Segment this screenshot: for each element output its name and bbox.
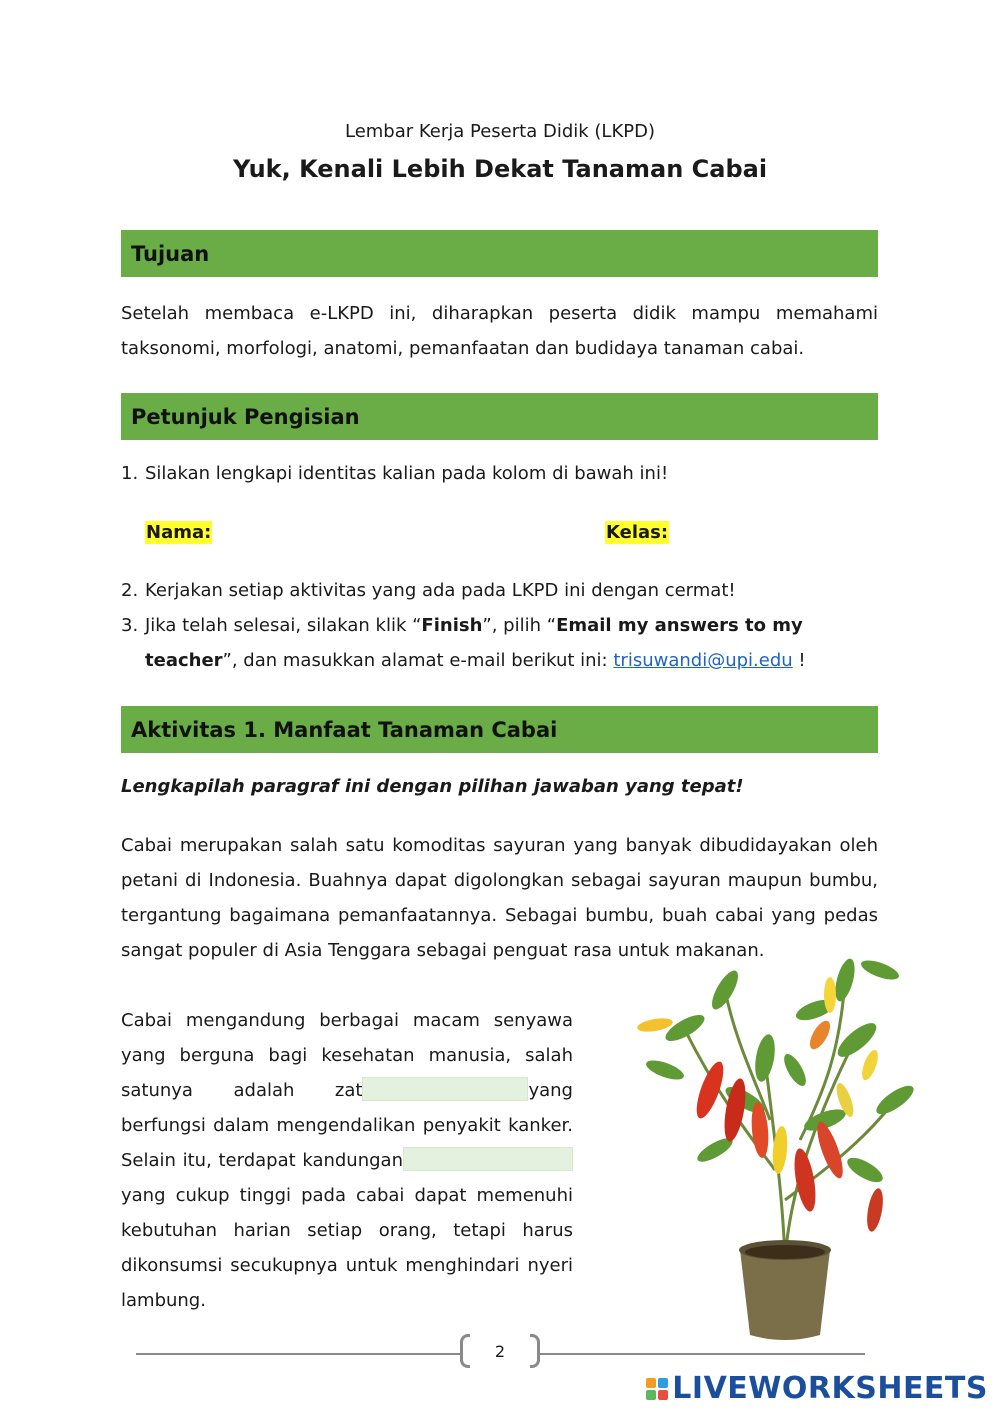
name-field-label [145, 515, 212, 550]
instruction-text: ”, dan masukkan alamat e-mail berikut ini: [222, 650, 614, 671]
finish-keyword: Finish [421, 615, 483, 636]
list-number: 1. [121, 463, 139, 484]
list-number: 3. [121, 615, 139, 636]
instruction-item-1 [121, 456, 668, 491]
paragraph-text: yang berfungsi dalam mengendalikan penyakit kanker. Selain itu, terdapat kandungan [121, 1080, 573, 1171]
footer-divider-right [540, 1353, 865, 1355]
instruction-text: ! [792, 650, 806, 671]
page-number: 2 [494, 1342, 506, 1361]
answer-blank-2[interactable] [403, 1147, 573, 1171]
worksheet-subtitle: Lembar Kerja Peserta Didik (LKPD) [344, 121, 655, 142]
worksheet-title: Yuk, Kenali Lebih Dekat Tanaman Cabai [232, 155, 768, 183]
brand-name: LIVEWORKSHEETS [672, 1371, 988, 1406]
answer-blank-1[interactable] [362, 1077, 528, 1101]
kelas-label: Kelas: [606, 522, 669, 543]
list-number: 2. [121, 580, 139, 601]
email-keyword: Email my answers to my [556, 615, 803, 636]
instruction-text: ”, pilih “ [482, 615, 557, 636]
instruction-text: Silakan lengkapi identitas kalian pada kolom di bawah ini! [145, 463, 669, 484]
activity-instruction: Lengkapilah paragraf ini dengan pilihan jawaban yang tepat! [121, 776, 744, 797]
class-field-label [605, 515, 669, 550]
section-heading-label: Petunjuk Pengisian [131, 404, 360, 429]
teacher-email-link[interactable]: trisuwandi@upi.edu [613, 650, 793, 671]
section-heading-petunjuk [121, 393, 878, 440]
page-bracket-left [460, 1334, 470, 1368]
email-keyword-cont: teacher [145, 650, 223, 671]
nama-label: Nama: [146, 522, 212, 543]
liveworksheets-brand[interactable] [646, 1371, 988, 1406]
paragraph-text: yang cukup tinggi pada cabai dapat memenuhi kebutuhan harian setiap orang, tetapi harus dikonsumsi secukupnya untuk menghindari nyeri lambung. [121, 1185, 573, 1311]
section-heading-label: Aktivitas 1. Manfaat Tanaman Cabai [131, 717, 558, 742]
chili-plant-image [625, 940, 925, 1350]
section-heading-tujuan [121, 230, 878, 277]
instruction-text: Jika telah selesai, silakan klik “ [145, 615, 422, 636]
page-bracket-right [530, 1334, 540, 1368]
section-heading-label: Tujuan [131, 241, 210, 266]
instruction-text: Kerjakan setiap aktivitas yang ada pada LKPD ini dengan cermat! [145, 580, 736, 601]
instruction-item-3 [121, 608, 803, 643]
activity-paragraph-1: Cabai merupakan salah satu komoditas sayuran yang banyak dibudidayakan oleh petani di Indonesia. Buahnya dapat digolongkan sebagai sayuran maupun bumbu, tergantung bagaimana pemanfaatannya. Sebagai bumbu, buah cabai yang pedas sangat populer di Asia Tenggara sebagai penguat rasa untuk makanan. [121, 835, 878, 961]
section-heading-aktivitas-1 [121, 706, 878, 753]
liveworksheets-logo-icon [646, 1378, 668, 1400]
footer-divider-left [136, 1353, 460, 1355]
instruction-item-3-cont [145, 643, 806, 678]
instruction-item-2 [121, 573, 736, 608]
activity-paragraph-2 [121, 1003, 573, 1318]
paragraph-text: Cabai mengandung berbagai macam senyawa yang berguna bagi kesehatan manusia, salah satunya adalah zat [121, 1010, 573, 1101]
tujuan-text: Setelah membaca e-LKPD ini, diharapkan peserta didik mampu memahami taksonomi, morfologi, anatomi, pemanfaatan dan budidaya tanaman cabai. [121, 303, 878, 359]
